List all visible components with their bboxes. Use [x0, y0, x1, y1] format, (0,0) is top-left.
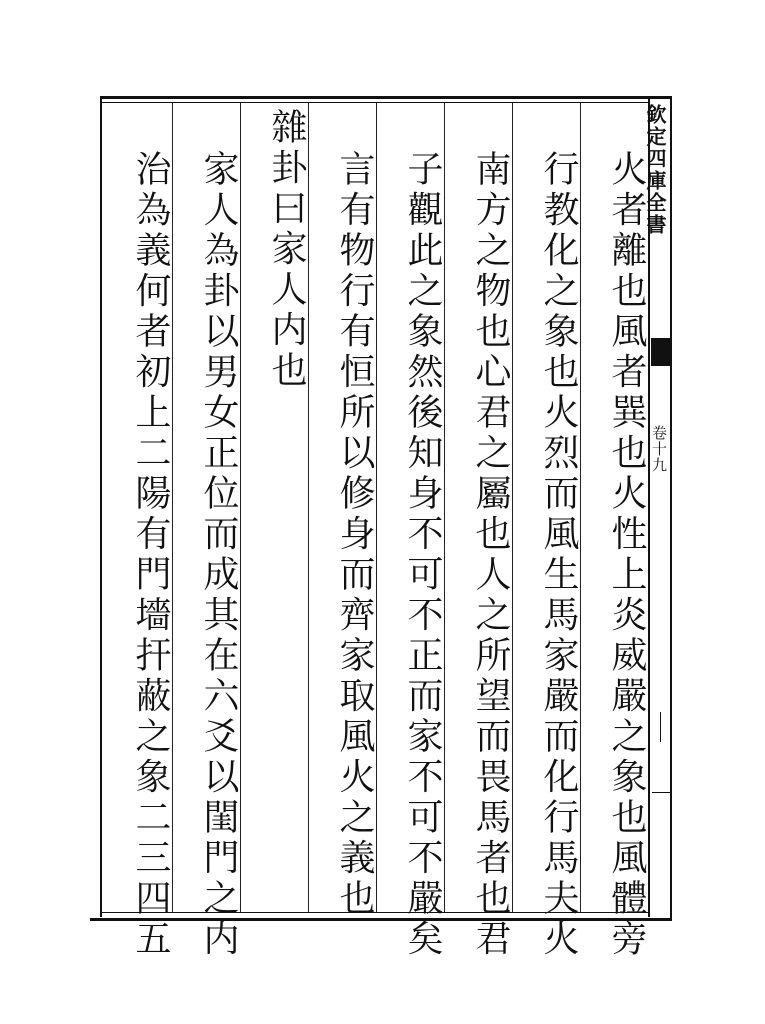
text-column-2: 行教化之象也火烈而風生馬家嚴而化行馬夫火	[538, 150, 579, 960]
text-column-7: 家人為卦以男女正位而成其在六爻以閨門之内	[198, 150, 239, 960]
text-column-6: 雜卦曰家人内也	[266, 108, 307, 392]
outer-right-border	[670, 96, 672, 920]
margin-tick	[652, 792, 670, 793]
column-divider	[444, 103, 445, 912]
fish-tail-mark	[651, 338, 670, 366]
text-column-4: 子觀此之象然後知身不可不正而家不可不嚴矣	[402, 150, 443, 960]
column-divider	[308, 103, 309, 912]
top-inner-border	[100, 102, 648, 103]
bottom-border	[90, 918, 672, 921]
text-column-8: 治為義何者初上二陽有門墻扞蔽之象二三四五	[130, 150, 171, 960]
left-border	[100, 99, 102, 917]
text-column-5: 言有物行有恒所以修身而齊家取風火之義也	[334, 150, 375, 920]
top-border	[100, 96, 672, 99]
column-divider	[376, 103, 377, 912]
margin-bracket	[660, 712, 665, 742]
text-column-3: 南方之物也心君之屬也人之所望而畏馬者也君	[470, 150, 511, 960]
column-divider	[172, 103, 173, 912]
book-title: 欽定四庫全書	[643, 104, 667, 236]
text-column-1: 火者離也風者巽也火性上炎威嚴之象也風體旁	[606, 150, 647, 960]
column-divider	[240, 103, 241, 912]
volume-label: 卷十九	[650, 425, 668, 473]
column-divider	[512, 103, 513, 912]
column-divider	[580, 103, 581, 912]
